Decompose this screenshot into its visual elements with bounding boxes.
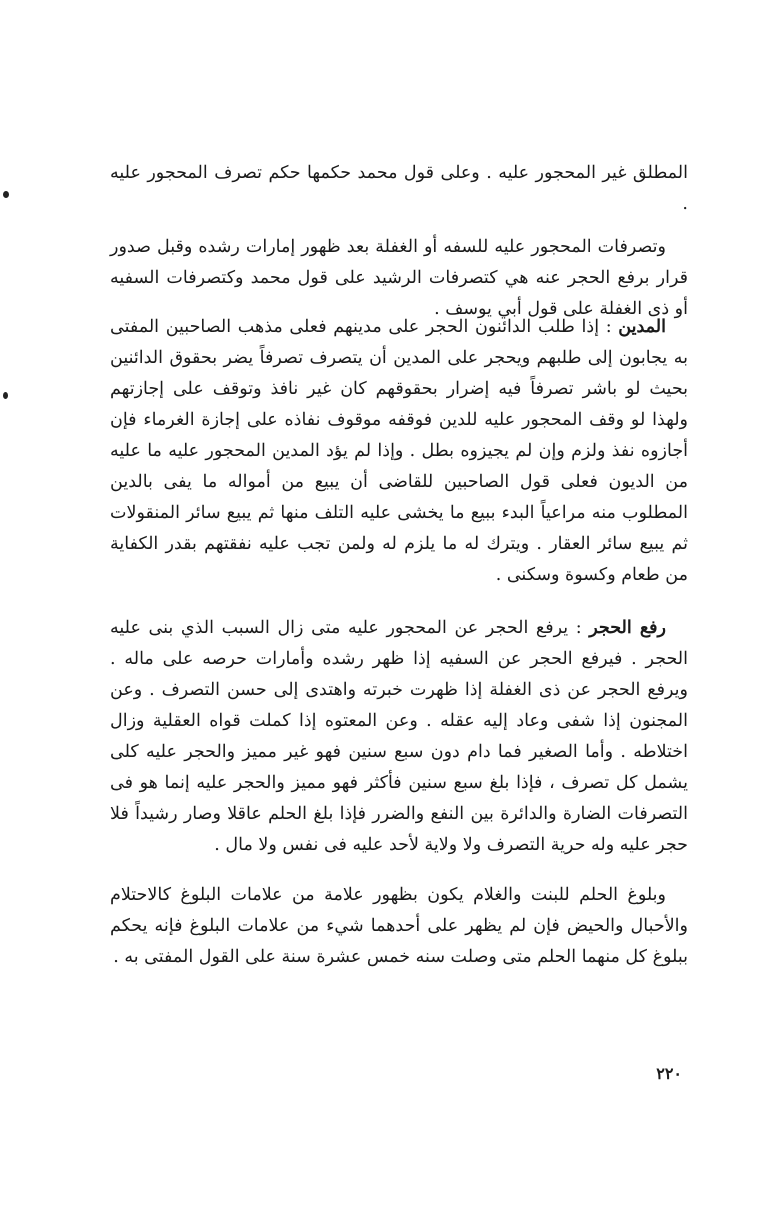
paragraph-text: المطلق غير المحجور عليه . وعلى قول محمد حكمها حكم تصرف المحجور عليه . [110, 163, 688, 214]
paragraph-text: : إذا طلب الدائنون الحجر على مدينهم فعلى مذهب الصاحبين المفتى به يجابون إلى طلبهم ويحجر على المدين أن يتصرف تصرفاً يضر بحقوق الدائنين بحيث لو باشر تصرفاً فيه إضرار بحقوقهم كان غير نافذ وتوقف على إجازتهم ولهذا لو وقف المحجور عليه للدين فوقفه موقوف نفاذه على إجازة الغرماء فإن أجازوه نفذ ولزم وإن لم يجيزوه بطل . وإذا لم يؤد المدين المحجور عليه ما عليه من الديون فعلى قول الصاحبين للقاضى أن يبيع من أمواله ما يفى بالدين المطلوب منه مراعياً البدء ببيع ما يخشى عليه التلف منها ثم يبيع سائر المنقولات ثم يبيع سائر العقار . ويترك له ما يلزم له ولمن تجب عليه نفقتهم بقدر الكفاية من طعام وكسوة وسكنى . [110, 317, 688, 585]
paragraph-lifting-interdiction [110, 613, 688, 861]
paragraph-text: وتصرفات المحجور عليه للسفه أو الغفلة بعد ظهور إمارات رشده وقبل صدور قرار برفع الحجر عنه هي كتصرفات الرشيد على قول محمد وكتصرفات السفيه أو ذى الغفلة على قول أبي يوسف . [110, 237, 688, 319]
paragraph-text: : يرفع الحجر عن المحجور عليه متى زال السبب الذي بنى عليه الحجر . فيرفع الحجر عن السفيه إذا ظهر رشده وأمارات حرصه على ماله . ويرفع الحجر عن ذى الغفلة إذا ظهرت خبرته واهتدى إلى حسن التصرف . وعن المجنون إذا شفى وعاد إليه عقله . وعن المعتوه إذا كملت قواه العقلية وزال اختلاطه . وأما الصغير فما دام دون سبع سنين فهو غير مميز والحجر عليه كلى يشمل كل تصرف ، فإذا بلغ سبع سنين فأكثر فهو مميز والحجر عليه إنما هو فى التصرفات الضارة والدائرة بين النفع والضرر فإذا بلغ الحلم عاقلا وصار رشيداً فلا حجر عليه وله حرية التصرف ولا ولاية لأحد عليه فى نفس ولا مال . [110, 618, 688, 855]
section-heading: رفع الحجر [589, 618, 667, 638]
paragraph-debtor [110, 312, 688, 591]
paragraph-text: وبلوغ الحلم للبنت والغلام يكون بظهور علامة من علامات البلوغ كالاحتلام والأحبال والحيض فإن لم يظهر على أحدهما شيء من علامات البلوغ فإنه يحكم ببلوغ كل منهما الحلم متى وصلت سنه خمس عشرة سنة على القول المفتى به . [110, 885, 688, 967]
page-number: ٢٢٠ [656, 1064, 682, 1083]
section-heading: المدين [618, 317, 666, 337]
scan-speck [3, 392, 8, 399]
scan-speck [3, 191, 9, 198]
paragraph-puberty [110, 880, 688, 973]
paragraph-continuation [110, 158, 688, 220]
